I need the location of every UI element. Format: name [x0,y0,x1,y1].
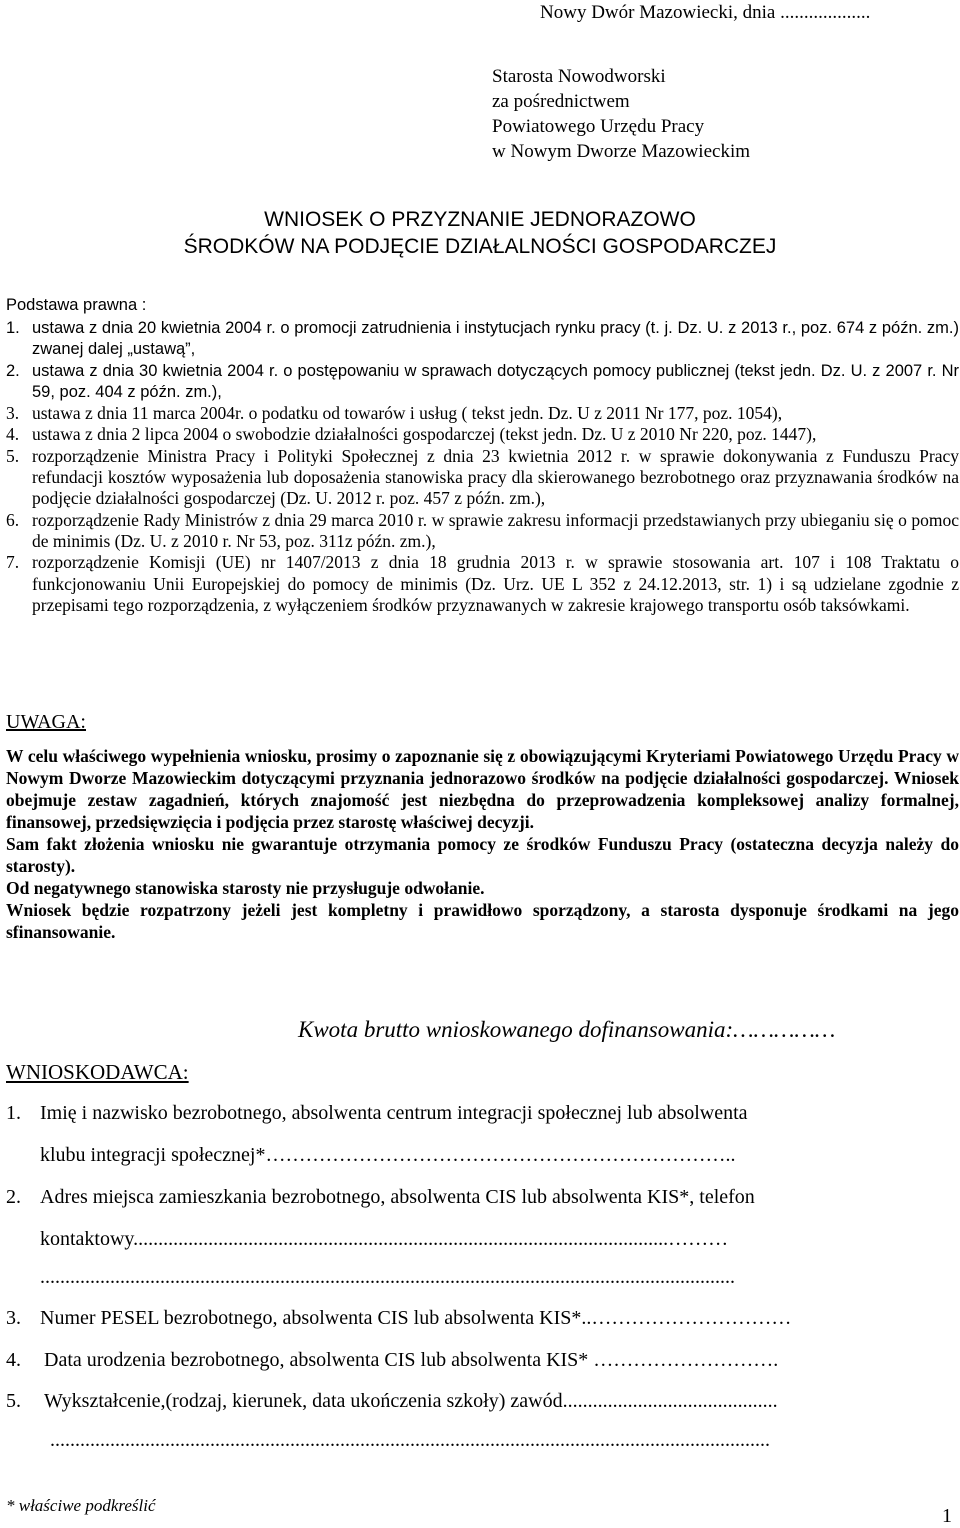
applicant-heading: WNIOSKODAWCA: [6,1060,189,1084]
notice-paragraph: Wniosek będzie rozpatrzony jeżeli jest kompletny i prawidłowo sporządzony, a starosta dysponuje środkami na jego sfinansowanie. [6,900,959,942]
title-line: WNIOSEK O PRZYZNANIE JEDNORAZOWO [264,208,696,231]
item-text: rozporządzenie Ministra Pracy i Polityki Społecznej z dnia 23 kwietnia 2012 r. w sprawie dokonywania z Funduszu Pracy refundacji kosztów wyposażenia lub doposażenia stanowiska pracy dla skierowanego bezrobotnego oraz przyznawania środków na podjęcie działalności gospodarczej (Dz. U. 2012 r. poz. 457 z późn. zm.), [32,445,959,509]
notice-label: UWAGA: [6,711,86,733]
legal-basis-heading: Podstawa prawna : [6,296,147,314]
field-address-line: Adres miejsca zamieszkania bezrobotnego, absolwenta CIS lub absolwenta KIS*, telefon [40,1186,755,1208]
recipient-line: Powiatowego Urzędu Pracy [492,116,705,137]
footnote: * właściwe podkreślić [6,1496,156,1515]
legal-basis-item [6,361,959,404]
field-number: 4. [6,1349,21,1371]
field-name-line: Imię i nazwisko bezrobotnego, absolwenta centrum integracji społecznej lub absolwenta [40,1102,748,1124]
field-education-input[interactable]: Wykształcenie,(rodzaj, kierunek, data ukończenia szkoły) zawód........................................... [44,1390,778,1412]
field-education-input-cont[interactable]: ................................................................................................................................................ [50,1429,770,1451]
notice-paragraph: W celu właściwego wypełnienia wniosku, prosimy o zapoznanie się z obowiązującymi Kryteriami Powiatowego Urzędu Pracy w Nowym Dworze Mazowieckim dotyczącymi przyznania jednorazowo środków na podjęcie działalności gospodarczej. Wniosek obejmuje zestaw zagadnień, których znajomość jest niezbędna do przeprowadzenia kompleksowej analizy formalnej, finansowej, przedsięwzięcia i podjęcia przez starostę właściwej decyzji. [6,746,959,832]
field-pesel-input[interactable]: Numer PESEL bezrobotnego, absolwenta CIS lub absolwenta KIS*..………………………… [40,1307,792,1329]
notice-block [6,745,959,943]
item-text: ustawa z dnia 2 lipca 2004 o swobodzie działalności gospodarczej (tekst jedn. Dz. U z 2010 Nr 220, poz. 1447), [32,424,817,445]
item-text: rozporządzenie Rady Ministrów z dnia 29 marca 2010 r. w sprawie zakresu informacji przedstawianych przy ubieganiu się o pomoc de minimis (Dz. U. z 2010 r. Nr 53, poz. 311z późn. zm.), [32,509,959,551]
item-text: ustawa z dnia 30 kwietnia 2004 r. o postępowaniu w sprawach dotyczących pomocy publicznej (tekst jedn. Dz. U. z 2007 r. Nr 59, poz. 404 z późn. zm.), [32,361,959,401]
recipient-line: Starosta Nowodworski [492,66,666,87]
title-line: ŚRODKÓW NA PODJĘCIE DZIAŁALNOŚCI GOSPODARCZEJ [183,235,777,258]
item-number: 3. [6,403,20,424]
notice-paragraph: Od negatywnego stanowiska starosty nie przysługuje odwołanie. [6,878,485,898]
legal-basis-item [6,446,959,510]
legal-basis-item [6,552,959,616]
legal-basis-list [6,318,959,616]
item-number: 5. [6,445,20,466]
legal-basis-item [6,510,959,553]
field-number: 5. [6,1390,21,1412]
field-number: 3. [6,1307,21,1329]
field-number: 1. [6,1102,21,1124]
recipient-block [492,64,750,164]
amount-field[interactable]: Kwota brutto wnioskowanego dofinansowania:…………… [298,1017,836,1042]
notice-paragraph: Sam fakt złożenia wniosku nie gwarantuje otrzymania pomocy ze środków Funduszu Pracy (ostateczna decyzja należy do starosty). [6,834,959,876]
item-number: 1. [6,319,20,337]
field-name-input[interactable]: klubu integracji społecznej*…………………………………………………………….. [40,1144,736,1166]
recipient-line: w Nowym Dworze Mazowieckim [492,141,751,162]
recipient-line: za pośrednictwem [492,91,630,112]
item-text: ustawa z dnia 11 marca 2004r. o podatku od towarów i usług ( tekst jedn. Dz. U z 2011 Nr 177, poz. 1054), [32,403,783,424]
legal-basis-item [6,424,959,445]
page-number: 1 [942,1505,952,1527]
field-address-input[interactable]: kontaktowy...........................................................................................................……… [40,1228,729,1250]
item-number: 7. [6,552,20,573]
legal-basis-item [6,318,959,361]
item-number: 6. [6,509,20,530]
item-text: ustawa z dnia 20 kwietnia 2004 r. o promocji zatrudnienia i instytucjach rynku pracy (t. j. Dz. U. z 2013 r., poz. 674 z późn. zm.) zwanej dalej „ustawą”, [32,319,959,359]
legal-basis-item [6,403,959,424]
place-date: Nowy Dwór Mazowiecki, dnia ................... [540,2,871,23]
field-address-input-cont[interactable]: ........................................................................................................................................... [40,1266,735,1288]
document-title [0,206,960,260]
item-number: 4. [6,424,20,445]
field-birthdate-input[interactable]: Data urodzenia bezrobotnego, absolwenta CIS lub absolwenta KIS* ………………………. [44,1349,779,1371]
item-number: 2. [6,361,20,380]
item-text: rozporządzenie Komisji (UE) nr 1407/2013 z dnia 18 grudnia 2013 r. w sprawie stosowania art. 107 i 108 Traktatu o funkcjonowaniu Unii Europejskiej do pomocy de minimis (Dz. Urz. UE L 352 z 24.12.2013, str. 1) i są udzielane zgodnie z przepisami tego rozporządzenia, z wyłączeniem środków przyznawanych w zakresie krajowego transportu osób taksówkami. [32,552,959,615]
field-number: 2. [6,1186,21,1208]
